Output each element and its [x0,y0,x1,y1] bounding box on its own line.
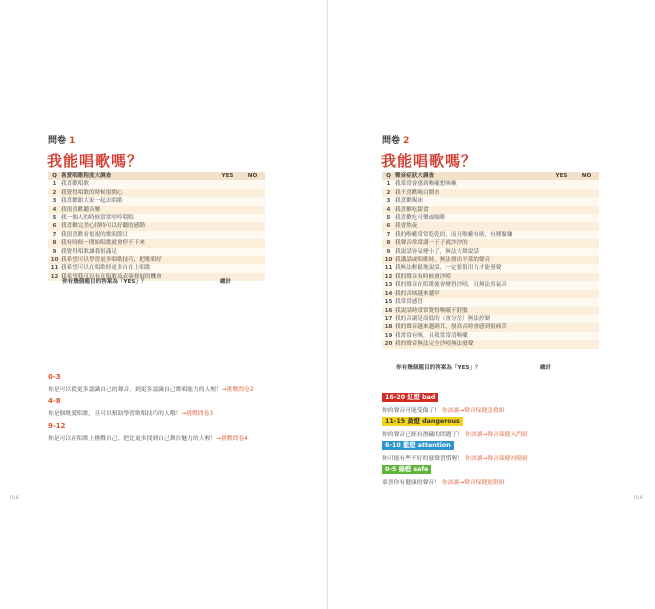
question-number: 14 [384,290,393,297]
question-text: 我會熬夜 [395,223,418,230]
yes-cell[interactable] [549,273,574,281]
result-range: 9-12 [48,422,66,430]
yes-cell[interactable] [215,222,240,230]
question-number: 12 [50,273,59,280]
no-cell[interactable] [240,264,265,272]
question-text: 我說話容易變小了，無法大聲說話 [395,248,479,255]
no-cell[interactable] [574,273,599,281]
table-row [382,298,599,306]
table-row [382,323,599,331]
table-row [382,315,599,323]
result-badge-blue: 6-10 藍燈 attention [382,441,454,450]
no-cell[interactable] [574,180,599,188]
table-row [48,180,265,188]
yes-cell[interactable] [549,340,574,348]
question-number: 4 [386,206,391,213]
yes-cell[interactable] [215,264,240,272]
question-text: 我的聲音越來越刺耳，發高音時會感到很痛苦 [395,324,507,331]
no-cell[interactable] [574,315,599,323]
no-cell[interactable] [574,222,599,230]
yes-cell[interactable] [549,222,574,230]
table-row [382,214,599,222]
no-cell[interactable] [574,281,599,289]
question-number: 6 [52,223,57,230]
yes-cell[interactable] [549,248,574,256]
question-text: 我說話時常常覺得喉嚨不舒服 [395,307,468,314]
result-link[interactable]: →挑戰問卷3 [181,411,214,417]
no-cell[interactable] [574,264,599,272]
question-number: 6 [386,223,391,230]
table-row [48,239,265,247]
no-cell[interactable] [574,214,599,222]
yes-cell[interactable] [549,189,574,197]
question-text: 我不喜歡喝白開水 [395,189,440,196]
no-cell[interactable] [574,332,599,340]
question-number: 1 [386,181,391,188]
table-row [48,231,265,239]
no-cell[interactable] [574,248,599,256]
yes-cell[interactable] [549,323,574,331]
right-page [328,0,655,609]
question-number: 9 [52,248,57,255]
question-text: 我覺得唱歌的時候很開心 [61,189,123,196]
result-text: 你是可以在唱歌上挑戰自己，把比更多找到自己舞台魅力的人喔！→挑戰問卷4 [48,436,248,442]
result-link[interactable]: 你該讀→聲音保健急救組 [441,408,505,414]
table-row [382,332,599,340]
yes-cell[interactable] [549,298,574,306]
question-text: 我喜歡吃甜食 [395,206,429,213]
page-title: 我能唱歌嗎？ [47,152,144,170]
question-text: 我常常有咳，且我常常清喉嚨 [395,332,468,339]
table-row [48,256,265,264]
table-row [382,248,599,256]
table-row [382,180,599,188]
yes-cell[interactable] [215,214,240,222]
yes-cell[interactable] [549,197,574,205]
question-number: 10 [384,257,393,264]
table-row [48,214,265,222]
question-text: 我很喜歡聽音樂 [61,206,101,213]
no-cell[interactable] [240,231,265,239]
no-cell[interactable] [574,298,599,306]
question-text: 我一個人的時候常常哼哼唱唱 [61,215,134,222]
result-link[interactable]: →挑戰問卷2 [221,387,254,393]
question-number: 2 [52,189,57,196]
question-number: 19 [384,332,393,339]
table-row [382,206,599,214]
summary-question: 你有幾個題目的答案為「YES」？ [396,365,481,371]
result-badge-green: 0-5 綠燈 safe [382,465,431,474]
result-text: 你是個既愛唱歌，且可以幫助學習歌唱技巧的人哦！→挑戰問卷3 [48,411,214,417]
result-text: 你是可以從更多認識自己的聲音，到更多認識自己歌唱能力的人喔！→挑戰問卷2 [48,387,254,393]
no-cell[interactable] [574,206,599,214]
question-text: 我很喜歡看電視的歌唱節目 [61,231,129,238]
question-text: 我喜歡喝冰 [395,198,423,205]
result-link[interactable]: 你該讀→聲音保健初階組 [465,456,528,462]
no-cell[interactable] [574,340,599,348]
question-text: 我喜歡跟大家一起去唱歌 [61,198,123,205]
yes-cell[interactable] [549,231,574,239]
no-cell[interactable] [240,248,265,256]
question-number: 9 [386,248,391,255]
no-cell[interactable] [574,197,599,205]
yes-cell[interactable] [215,256,240,264]
result-link[interactable]: →挑戰問卷4 [216,436,248,442]
question-number: 8 [386,240,391,247]
page-number: 019 [634,496,643,501]
result-badge-red: 16-20 紅燈 bad [382,393,438,402]
total-label: 總計 [220,279,232,285]
table-row [382,264,599,272]
yes-cell[interactable] [549,307,574,315]
question-number: 13 [384,282,393,289]
question-number: 3 [386,198,391,205]
table-row [48,206,265,214]
page-number: 018 [10,496,19,501]
question-text: 我喜歡吃可樂或咖啡 [395,215,446,222]
result-range: 0-3 [48,373,61,381]
result-text: 恭喜你有健康的聲音！ 你該讀→聲音保健進階組 [382,480,505,486]
table-row [382,231,599,239]
yes-cell[interactable] [549,290,574,298]
table-row [48,264,265,272]
table-row [382,256,599,264]
no-cell[interactable] [240,206,265,214]
yes-cell[interactable] [215,197,240,205]
table-row [48,197,265,205]
result-link[interactable]: 你該讀→聲音保健進階組 [441,480,505,486]
question-number: 8 [52,240,57,247]
table-row [382,281,599,289]
question-text: 我的音域越來越窄 [395,290,440,297]
survey-table [48,172,265,281]
question-number: 5 [52,215,57,222]
yes-cell[interactable] [215,206,240,214]
question-text: 我聲音常常講一下子就沙沙的 [395,240,468,247]
question-number: 16 [384,307,393,314]
question-text: 我常常感冒 [395,299,423,306]
yes-cell[interactable] [549,239,574,247]
question-text: 我希望可以學習更多唱歌技巧，把歌唱好 [61,257,162,264]
question-number: 1 [52,181,57,188]
question-number: 4 [52,206,57,213]
question-number: 10 [50,257,59,264]
table-row [382,290,599,298]
questionnaire-label: 問卷 2 [382,136,410,146]
question-text: 我覺得唱歌讓我很滿足 [61,248,117,255]
summary-question: 你有幾個題目的答案為「YES」？ [62,279,147,285]
question-number: 5 [386,215,391,222]
question-text: 我的聲音有時候會沙啞 [395,273,451,280]
yes-cell[interactable] [549,332,574,340]
result-text: 你的聲音已經有潛藏的問題了！ 你該讀→聲音保健入門組 [382,432,528,438]
question-number: 15 [384,299,393,306]
table-row [382,307,599,315]
no-cell[interactable] [240,222,265,230]
yes-cell[interactable] [549,206,574,214]
table-row [382,189,599,197]
table-row [382,222,599,230]
question-number: 7 [386,231,391,238]
survey-table [382,172,599,349]
question-text: 我的喉嚨常常乾乾的，而且喉嚨有痰，有種緊繃 [395,231,513,238]
yes-cell[interactable] [549,214,574,222]
question-text: 我喜歡唱歌 [61,181,89,188]
left-page [0,0,327,609]
table-header: Q 聲音症狀大調查 YES NO [382,172,599,180]
yes-cell[interactable] [215,248,240,256]
no-cell[interactable] [240,180,265,188]
question-number: 11 [384,265,393,272]
question-text: 我無法輕鬆地說話，一定要很用力才能發聲 [395,265,502,272]
yes-cell[interactable] [215,189,240,197]
table-header: Q 喜愛唱歌程度大調查 YES NO [48,172,265,180]
question-number: 20 [384,341,393,348]
yes-cell[interactable] [549,315,574,323]
result-range: 4-8 [48,397,61,405]
yes-cell[interactable] [549,264,574,272]
question-text: 我希望可以在唱歌時更多自在上唱歌 [61,265,151,272]
no-cell[interactable] [574,256,599,264]
no-cell[interactable] [240,197,265,205]
no-cell[interactable] [574,239,599,247]
table-row [48,248,265,256]
question-text: 我講話或唱歌時，無法發出平常的聲音 [395,257,491,264]
question-number: 2 [386,189,391,196]
no-cell[interactable] [240,214,265,222]
no-cell[interactable] [240,273,265,281]
result-text: 你的聲音可能受傷了！ 你該讀→聲音保健急救組 [382,408,505,414]
yes-cell[interactable] [215,180,240,188]
table-row [382,273,599,281]
questionnaire-label: 問卷 1 [48,136,76,146]
no-cell[interactable] [574,290,599,298]
question-number: 3 [52,198,57,205]
page-title: 我能唱歌嗎？ [381,152,478,170]
question-text: 我的聲音在唱歌後會變得沙啞，且無法用氣音 [395,282,507,289]
table-row [382,239,599,247]
table-row [48,222,265,230]
question-text: 我喜歡完美心情時可以好聽的感動 [61,223,145,230]
yes-cell[interactable] [549,281,574,289]
result-badge-yellow: 11-15 黃燈 dangerous [382,417,463,426]
question-text: 我的聲音無法完全沙啞無法發聲 [395,341,474,348]
table-row [48,189,265,197]
no-cell[interactable] [240,256,265,264]
question-number: 17 [384,315,393,322]
no-cell[interactable] [240,239,265,247]
question-number: 7 [52,231,57,238]
no-cell[interactable] [240,189,265,197]
yes-cell[interactable] [215,239,240,247]
no-cell[interactable] [574,231,599,239]
yes-cell[interactable] [215,231,240,239]
result-link[interactable]: 你該讀→聲音保健入門組 [465,432,528,438]
yes-cell[interactable] [549,180,574,188]
question-number: 12 [384,273,393,280]
no-cell[interactable] [574,307,599,315]
result-text: 你可能有些不好的發聲習慣喔！ 你該讀→聲音保健初階組 [382,456,528,462]
no-cell[interactable] [574,323,599,331]
question-text: 我的音調是高低的（會分岔）無法控制 [395,315,491,322]
question-text: 我常常會感到喉嚨想咳嗽 [395,181,457,188]
no-cell[interactable] [574,189,599,197]
total-label: 總計 [540,365,552,371]
question-text: 我有時候一開始唱歌就會停不下來 [61,240,145,247]
yes-cell[interactable] [549,256,574,264]
question-number: 18 [384,324,393,331]
table-row [382,197,599,205]
table-row [382,340,599,348]
question-text: 我希望我可以有在唱歌及表演發展的機會 [61,273,162,280]
question-number: 11 [50,265,59,272]
